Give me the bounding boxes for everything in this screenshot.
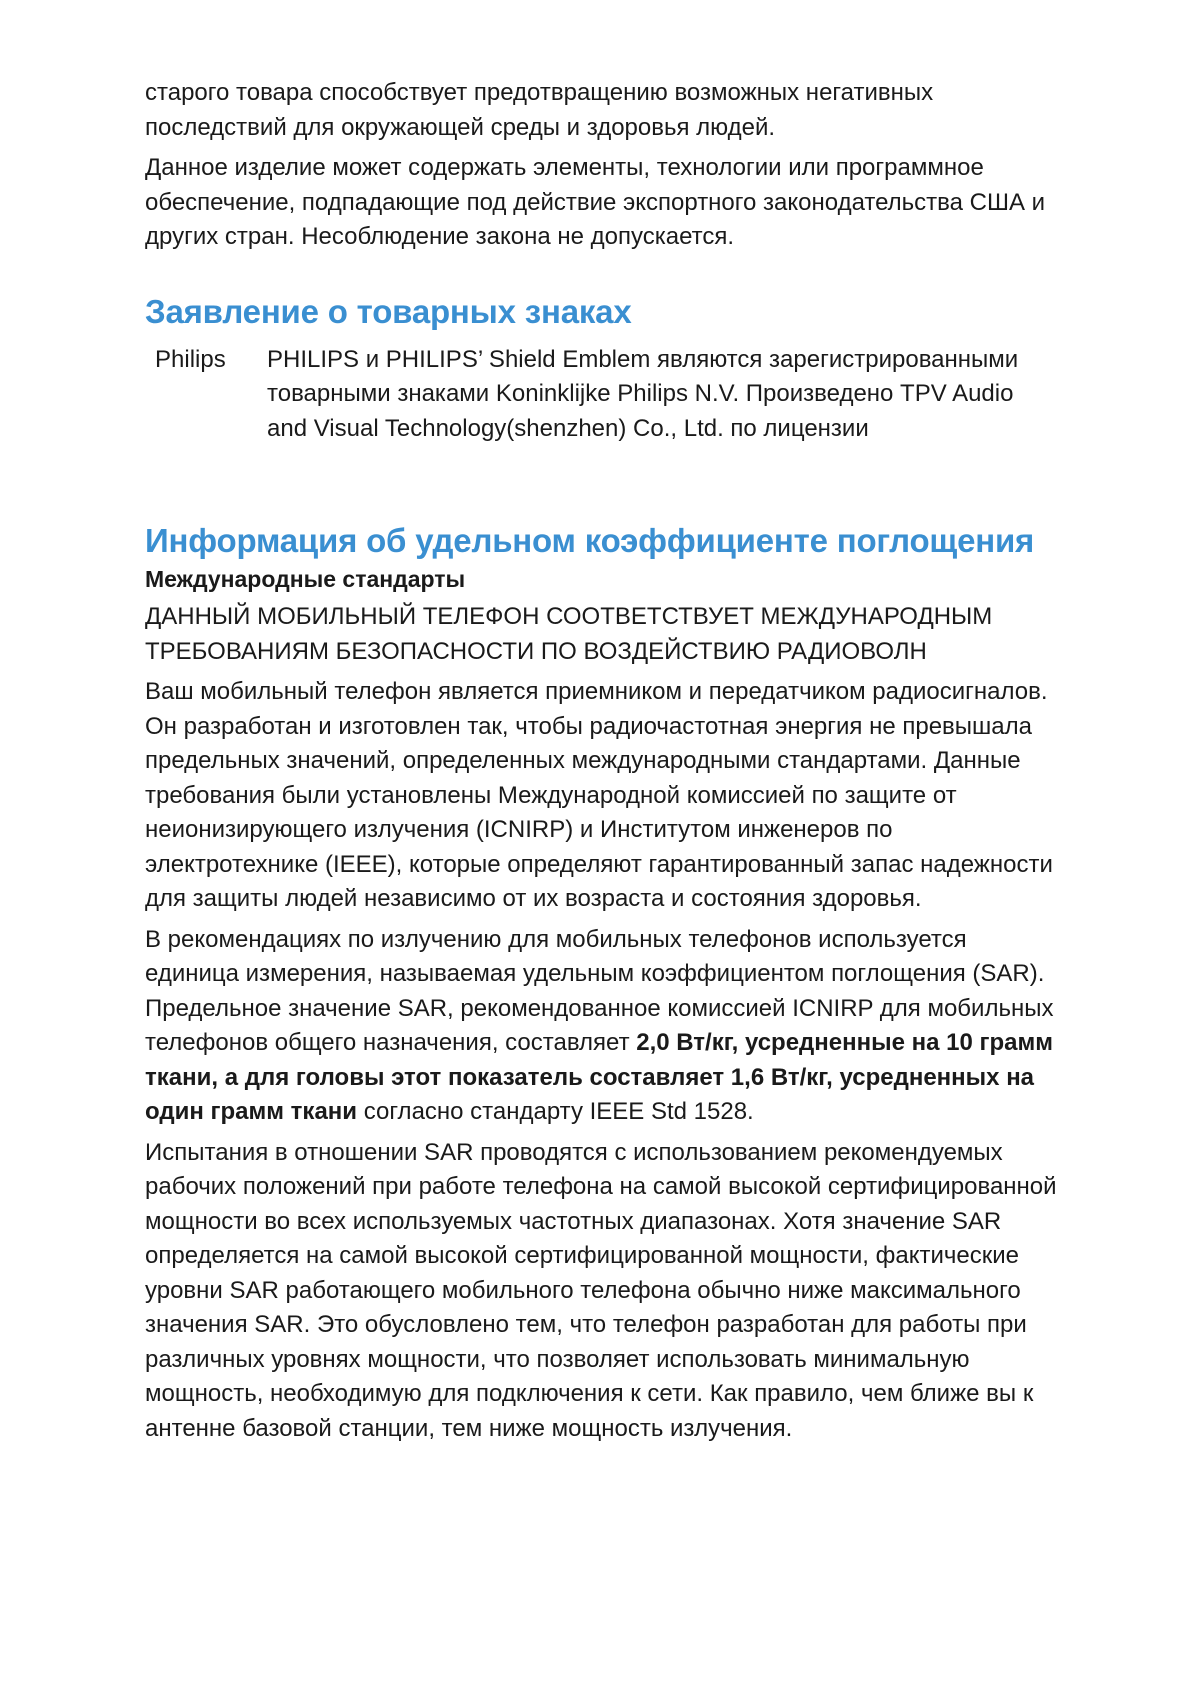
trademark-description: PHILIPS и PHILIPS’ Shield Emblem являются зарегистрированными товарными знаками Koninklijke Philips N.V. Произведено TPV Audio and Visual Technology(shenzhen) Co., Ltd. по лицензии bbox=[267, 345, 1019, 442]
sar-caps-statement: ДАННЫЙ МОБИЛЬНЫЙ ТЕЛЕФОН СООТВЕТСТВУЕТ МЕЖДУНАРОДНЫМ ТРЕБОВАНИЯМ БЕЗОПАСНОСТИ ПО ВОЗДЕЙСТВИЮ РАДИОВОЛН bbox=[145, 603, 993, 665]
intro-paragraph-2: Данное изделие может содержать элементы, технологии или программное обеспечение, подпадающие под действие экспортного законодательства США и других стран. Несоблюдение закона не допускается. bbox=[145, 154, 1046, 250]
document-page bbox=[145, 76, 1060, 1446]
trademark-entry bbox=[145, 343, 1060, 447]
trademark-term: Philips bbox=[155, 345, 226, 373]
sar-paragraph-2 bbox=[145, 923, 1060, 1130]
sar-paragraph-3: Испытания в отношении SAR проводятся с использованием рекомендуемых рабочих положений при работе телефона на самой высокой сертифицированной мощности во всех используемых частотных диапазонах. Хотя значение SAR определяется на самой высокой сертифицированной мощности, фактические уровни SAR работающего мобильного телефона обычно ниже максимального значения SAR. Это обусловлено тем, что телефон разработан для работы при различных уровнях мощности, что позволяет использовать минимальную мощность, необходимую для подключения к сети. Как правило, чем ближе вы к антенне базовой станции, тем ниже мощность излучения. bbox=[145, 1138, 1057, 1442]
trademarks-heading: Заявление о товарных знаках bbox=[145, 292, 632, 330]
intro-paragraph-1: старого товара способствует предотвращению возможных негативных последствий для окружающей среды и здоровья людей. bbox=[145, 79, 934, 141]
sar-paragraph-2-start: В рекомендациях по излучению для мобильных телефонов используется единица измерения, называемая удельным коэффициентом поглощения (SAR). Предельное значение SAR, рекомендованное комиссией ICNIRP для мобильных телефонов общего назначения, составляет bbox=[145, 925, 1054, 1056]
sar-paragraph-2-end: согласно стандарту IEEE Std 1528. bbox=[357, 1098, 754, 1125]
sar-subheading: Международные стандарты bbox=[145, 566, 466, 592]
sar-heading: Информация об удельном коэффициенте поглощения bbox=[145, 522, 1035, 559]
sar-limit-values: 2,0 Вт/кг, усредненные на 10 грамм ткани, а для головы этот показатель составляет 1,6 Вт/кг, усредненных на один грамм ткани bbox=[145, 1029, 1054, 1125]
sar-paragraph-1: Ваш мобильный телефон является приемником и передатчиком радиосигналов. Он разработан и изготовлен так, чтобы радиочастотная энергия не превышала предельных значений, определенных международными стандартами. Данные требования были установлены Международной комиссией по защите от неионизирующего излучения (ICNIRP) и Институтом инженеров по электротехнике (IEEE), которые определяют гарантированный запас надежности для защиты людей независимо от их возраста и состояния здоровья. bbox=[145, 678, 1053, 912]
